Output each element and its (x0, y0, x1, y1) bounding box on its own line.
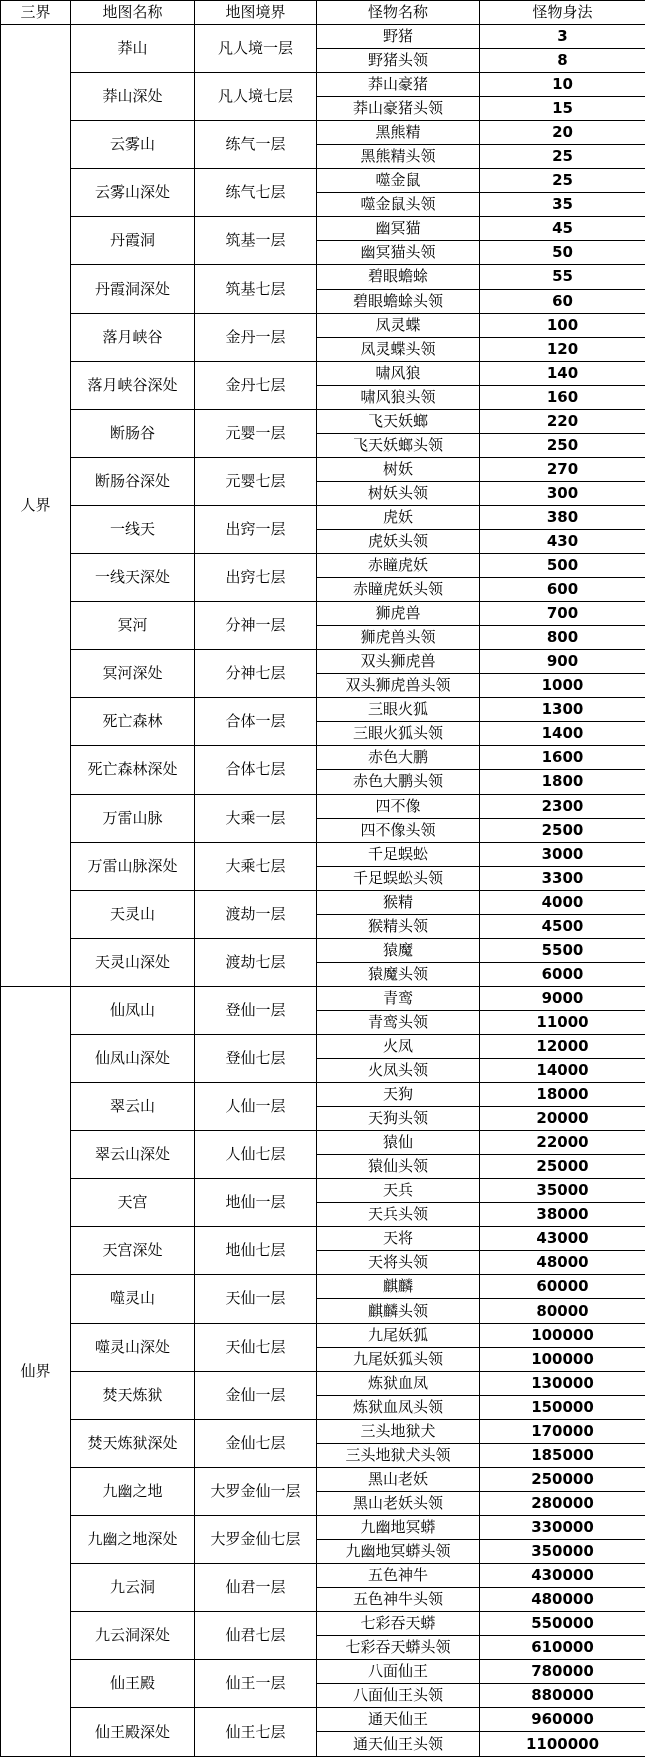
table-row (1, 1275, 645, 1299)
monster-name-cell: 噬金鼠 (317, 169, 480, 193)
map-name-cell: 死亡森林 (71, 698, 195, 746)
table-row (1, 1179, 645, 1203)
monster-agility-cell: 10 (480, 73, 645, 97)
map-name-cell: 天宫 (71, 1179, 195, 1227)
header-realm: 三界 (1, 1, 71, 25)
monster-name-cell: 黑山老妖头领 (317, 1491, 480, 1515)
table-row (1, 794, 645, 818)
monster-name-cell: 三眼火狐 (317, 698, 480, 722)
map-state-cell: 合体一层 (195, 698, 317, 746)
monster-agility-cell: 11000 (480, 1010, 645, 1034)
table-row (1, 361, 645, 385)
monster-agility-cell: 3000 (480, 842, 645, 866)
monster-name-cell: 五色神牛头领 (317, 1588, 480, 1612)
map-state-cell: 天仙一层 (195, 1275, 317, 1323)
monster-agility-cell: 15 (480, 97, 645, 121)
monster-agility-cell: 170000 (480, 1419, 645, 1443)
map-name-cell: 翠云山 (71, 1083, 195, 1131)
table-row (1, 505, 645, 529)
table-row (1, 602, 645, 626)
map-name-cell: 落月峡谷深处 (71, 361, 195, 409)
monster-name-cell: 碧眼蟾蜍头领 (317, 289, 480, 313)
monster-name-cell: 树妖头领 (317, 481, 480, 505)
map-state-cell: 分神七层 (195, 650, 317, 698)
map-state-cell: 凡人境一层 (195, 25, 317, 73)
table-row (1, 938, 645, 962)
monster-name-cell: 野猪 (317, 25, 480, 49)
monster-agility-cell: 14000 (480, 1059, 645, 1083)
map-name-cell: 落月峡谷 (71, 313, 195, 361)
monster-name-cell: 黑山老妖 (317, 1467, 480, 1491)
monster-agility-cell: 220 (480, 409, 645, 433)
monster-agility-cell: 1600 (480, 746, 645, 770)
monster-agility-cell: 25 (480, 169, 645, 193)
monster-name-cell: 七彩吞天蟒 (317, 1612, 480, 1636)
map-state-cell: 元婴一层 (195, 409, 317, 457)
map-name-cell: 天宫深处 (71, 1227, 195, 1275)
monster-name-cell: 九尾妖狐 (317, 1323, 480, 1347)
monster-name-cell: 九尾妖狐头领 (317, 1347, 480, 1371)
monster-agility-cell: 60 (480, 289, 645, 313)
map-name-cell: 九幽之地 (71, 1467, 195, 1515)
table-row (1, 650, 645, 674)
table-row (1, 554, 645, 578)
map-state-cell: 地仙七层 (195, 1227, 317, 1275)
monster-name-cell: 三眼火狐头领 (317, 722, 480, 746)
monster-agility-cell: 300 (480, 481, 645, 505)
map-name-cell: 焚天炼狱 (71, 1371, 195, 1419)
table-row (1, 1131, 645, 1155)
monster-agility-cell: 35000 (480, 1179, 645, 1203)
map-state-cell: 仙王七层 (195, 1708, 317, 1757)
monster-name-cell: 猴精头领 (317, 914, 480, 938)
monster-name-cell: 四不像头领 (317, 818, 480, 842)
map-state-cell: 金丹七层 (195, 361, 317, 409)
map-state-cell: 大乘七层 (195, 842, 317, 890)
map-name-cell: 噬灵山 (71, 1275, 195, 1323)
header-map-state: 地图境界 (195, 1, 317, 25)
map-state-cell: 地仙一层 (195, 1179, 317, 1227)
table-row (1, 1564, 645, 1588)
monster-agility-cell: 80000 (480, 1299, 645, 1323)
monster-name-cell: 黑熊精 (317, 121, 480, 145)
monster-name-cell: 凤灵蝶 (317, 313, 480, 337)
map-state-cell: 金仙一层 (195, 1371, 317, 1419)
table-row (1, 409, 645, 433)
monster-agility-cell: 3 (480, 25, 645, 49)
monster-agility-cell: 100 (480, 313, 645, 337)
map-name-cell: 一线天 (71, 505, 195, 553)
monster-name-cell: 天将头领 (317, 1251, 480, 1275)
table-row (1, 1660, 645, 1684)
table-row (1, 169, 645, 193)
monster-agility-cell: 380 (480, 505, 645, 529)
monster-agility-cell: 800 (480, 626, 645, 650)
map-state-cell: 金仙七层 (195, 1419, 317, 1467)
map-state-cell: 合体七层 (195, 746, 317, 794)
map-state-cell: 大乘一层 (195, 794, 317, 842)
monster-agility-cell: 330000 (480, 1515, 645, 1539)
monster-name-cell: 天狗 (317, 1083, 480, 1107)
table-row (1, 1371, 645, 1395)
map-name-cell: 断肠谷 (71, 409, 195, 457)
monster-name-cell: 通天仙王头领 (317, 1732, 480, 1757)
monster-name-cell: 猿魔 (317, 938, 480, 962)
map-name-cell: 云雾山深处 (71, 169, 195, 217)
table-row (1, 986, 645, 1010)
table-row (1, 1708, 645, 1732)
monster-name-cell: 炼狱血凤头领 (317, 1395, 480, 1419)
monster-name-cell: 通天仙王 (317, 1708, 480, 1732)
monster-agility-cell: 22000 (480, 1131, 645, 1155)
monster-agility-cell: 700 (480, 602, 645, 626)
table-row (1, 1034, 645, 1058)
map-name-cell: 仙凤山深处 (71, 1034, 195, 1082)
monster-agility-cell: 480000 (480, 1588, 645, 1612)
monster-name-cell: 幽冥猫 (317, 217, 480, 241)
map-state-cell: 登仙七层 (195, 1034, 317, 1082)
monster-agility-cell: 18000 (480, 1083, 645, 1107)
table-row (1, 1467, 645, 1491)
map-state-cell: 仙君七层 (195, 1612, 317, 1660)
table-row (1, 121, 645, 145)
monster-agility-cell: 140 (480, 361, 645, 385)
map-name-cell: 丹霞洞 (71, 217, 195, 265)
monster-name-cell: 猴精 (317, 890, 480, 914)
monster-name-cell: 噬金鼠头领 (317, 193, 480, 217)
monster-name-cell: 青鸾 (317, 986, 480, 1010)
monster-name-cell: 青鸾头领 (317, 1010, 480, 1034)
table-body (1, 25, 645, 1757)
map-name-cell: 焚天炼狱深处 (71, 1419, 195, 1467)
monster-agility-cell: 35 (480, 193, 645, 217)
map-state-cell: 出窍七层 (195, 554, 317, 602)
map-state-cell: 人仙一层 (195, 1083, 317, 1131)
map-name-cell: 断肠谷深处 (71, 457, 195, 505)
monster-name-cell: 幽冥猫头领 (317, 241, 480, 265)
map-state-cell: 仙君一层 (195, 1564, 317, 1612)
map-state-cell: 渡劫一层 (195, 890, 317, 938)
table-row (1, 890, 645, 914)
map-name-cell: 一线天深处 (71, 554, 195, 602)
monster-name-cell: 火凤 (317, 1034, 480, 1058)
monster-name-cell: 狮虎兽头领 (317, 626, 480, 650)
monster-name-cell: 猿魔头领 (317, 962, 480, 986)
map-state-cell: 出窍一层 (195, 505, 317, 553)
monster-name-cell: 碧眼蟾蜍 (317, 265, 480, 289)
monster-name-cell: 天狗头领 (317, 1107, 480, 1131)
monster-name-cell: 七彩吞天蟒头领 (317, 1636, 480, 1660)
map-name-cell: 九幽之地深处 (71, 1515, 195, 1563)
monster-name-cell: 赤色大鹏头领 (317, 770, 480, 794)
monster-agility-cell: 6000 (480, 962, 645, 986)
map-state-cell: 筑基七层 (195, 265, 317, 313)
map-name-cell: 仙凤山 (71, 986, 195, 1034)
monster-name-cell: 天将 (317, 1227, 480, 1251)
header-map-name: 地图名称 (71, 1, 195, 25)
map-state-cell: 分神一层 (195, 602, 317, 650)
monster-agility-cell: 38000 (480, 1203, 645, 1227)
monster-agility-cell: 1300 (480, 698, 645, 722)
table-row (1, 1419, 645, 1443)
table-row (1, 73, 645, 97)
monster-name-cell: 啸风狼 (317, 361, 480, 385)
monster-name-cell: 飞天妖螂 (317, 409, 480, 433)
table-row (1, 1612, 645, 1636)
monster-agility-cell: 48000 (480, 1251, 645, 1275)
table-row (1, 25, 645, 49)
header-monster-agility: 怪物身法 (480, 1, 645, 25)
map-state-cell: 人仙七层 (195, 1131, 317, 1179)
monster-agility-cell: 1800 (480, 770, 645, 794)
map-name-cell: 天灵山深处 (71, 938, 195, 986)
monster-agility-cell: 550000 (480, 1612, 645, 1636)
map-name-cell: 九云洞 (71, 1564, 195, 1612)
monster-agility-cell: 55 (480, 265, 645, 289)
table-row (1, 698, 645, 722)
monster-name-cell: 五色神牛 (317, 1564, 480, 1588)
monster-name-cell: 虎妖头领 (317, 529, 480, 553)
table-row (1, 1515, 645, 1539)
monster-agility-cell: 430 (480, 529, 645, 553)
table-row (1, 265, 645, 289)
map-name-cell: 噬灵山深处 (71, 1323, 195, 1371)
map-state-cell: 练气七层 (195, 169, 317, 217)
monster-name-cell: 啸风狼头领 (317, 385, 480, 409)
monster-agility-cell: 270 (480, 457, 645, 481)
monster-name-cell: 麒麟 (317, 1275, 480, 1299)
monster-agility-cell: 610000 (480, 1636, 645, 1660)
monster-name-cell: 赤色大鹏 (317, 746, 480, 770)
monster-agility-cell: 50 (480, 241, 645, 265)
map-name-cell: 天灵山 (71, 890, 195, 938)
header-row (1, 1, 645, 25)
monster-name-cell: 莽山豪猪 (317, 73, 480, 97)
monster-name-cell: 虎妖 (317, 505, 480, 529)
monster-name-cell: 三头地狱犬 (317, 1419, 480, 1443)
monster-agility-cell: 20000 (480, 1107, 645, 1131)
map-name-cell: 死亡森林深处 (71, 746, 195, 794)
map-name-cell: 丹霞洞深处 (71, 265, 195, 313)
table-row (1, 1227, 645, 1251)
realm-cell: 人界 (1, 25, 71, 987)
monster-agility-cell: 60000 (480, 1275, 645, 1299)
monster-agility-cell: 1100000 (480, 1732, 645, 1757)
monster-agility-cell: 4500 (480, 914, 645, 938)
map-state-cell: 天仙七层 (195, 1323, 317, 1371)
monster-name-cell: 双头狮虎兽头领 (317, 674, 480, 698)
map-state-cell: 大罗金仙七层 (195, 1515, 317, 1563)
map-state-cell: 筑基一层 (195, 217, 317, 265)
monster-agility-cell: 20 (480, 121, 645, 145)
monster-name-cell: 赤瞳虎妖头领 (317, 578, 480, 602)
monster-name-cell: 千足蜈蚣头领 (317, 866, 480, 890)
monster-agility-cell: 960000 (480, 1708, 645, 1732)
monster-name-cell: 飞天妖螂头领 (317, 433, 480, 457)
monster-name-cell: 莽山豪猪头领 (317, 97, 480, 121)
monster-name-cell: 八面仙王头领 (317, 1684, 480, 1708)
table-row (1, 217, 645, 241)
monster-name-cell: 猿仙 (317, 1131, 480, 1155)
realm-cell: 仙界 (1, 986, 71, 1756)
monster-agility-cell: 100000 (480, 1323, 645, 1347)
monster-agility-cell: 9000 (480, 986, 645, 1010)
map-state-cell: 元婴七层 (195, 457, 317, 505)
monster-agility-cell: 130000 (480, 1371, 645, 1395)
monster-agility-cell: 5500 (480, 938, 645, 962)
monster-name-cell: 猿仙头领 (317, 1155, 480, 1179)
map-name-cell: 仙王殿深处 (71, 1708, 195, 1757)
monster-agility-cell: 2500 (480, 818, 645, 842)
monster-name-cell: 火凤头领 (317, 1059, 480, 1083)
map-state-cell: 凡人境七层 (195, 73, 317, 121)
monster-agility-cell: 880000 (480, 1684, 645, 1708)
map-name-cell: 云雾山 (71, 121, 195, 169)
monster-name-cell: 炼狱血凤 (317, 1371, 480, 1395)
monster-name-cell: 双头狮虎兽 (317, 650, 480, 674)
map-state-cell: 渡劫七层 (195, 938, 317, 986)
monster-agility-cell: 1400 (480, 722, 645, 746)
map-name-cell: 仙王殿 (71, 1660, 195, 1708)
map-name-cell: 冥河 (71, 602, 195, 650)
map-state-cell: 大罗金仙一层 (195, 1467, 317, 1515)
monster-agility-cell: 350000 (480, 1539, 645, 1563)
table-row (1, 313, 645, 337)
monster-agility-cell: 25 (480, 145, 645, 169)
monster-name-cell: 八面仙王 (317, 1660, 480, 1684)
map-name-cell: 万雷山脉 (71, 794, 195, 842)
monster-name-cell: 赤瞳虎妖 (317, 554, 480, 578)
monster-name-cell: 树妖 (317, 457, 480, 481)
monster-agility-cell: 900 (480, 650, 645, 674)
monster-agility-cell: 45 (480, 217, 645, 241)
monster-name-cell: 三头地狱犬头领 (317, 1443, 480, 1467)
map-name-cell: 翠云山深处 (71, 1131, 195, 1179)
monster-name-cell: 九幽地冥蟒 (317, 1515, 480, 1539)
map-state-cell: 金丹一层 (195, 313, 317, 361)
monster-agility-cell: 100000 (480, 1347, 645, 1371)
monster-agility-cell: 500 (480, 554, 645, 578)
monster-agility-cell: 120 (480, 337, 645, 361)
monster-agility-cell: 160 (480, 385, 645, 409)
table-row (1, 1083, 645, 1107)
monster-agility-cell: 8 (480, 49, 645, 73)
monster-name-cell: 麒麟头领 (317, 1299, 480, 1323)
monster-agility-cell: 2300 (480, 794, 645, 818)
map-name-cell: 万雷山脉深处 (71, 842, 195, 890)
monster-agility-cell: 780000 (480, 1660, 645, 1684)
monster-agility-cell: 150000 (480, 1395, 645, 1419)
monster-agility-cell: 600 (480, 578, 645, 602)
table-row (1, 1323, 645, 1347)
map-state-cell: 仙王一层 (195, 1660, 317, 1708)
map-name-cell: 莽山 (71, 25, 195, 73)
monster-name-cell: 野猪头领 (317, 49, 480, 73)
monster-name-cell: 凤灵蝶头领 (317, 337, 480, 361)
monster-agility-cell: 250000 (480, 1467, 645, 1491)
map-name-cell: 莽山深处 (71, 73, 195, 121)
monster-name-cell: 狮虎兽 (317, 602, 480, 626)
monster-name-cell: 天兵头领 (317, 1203, 480, 1227)
map-state-cell: 登仙一层 (195, 986, 317, 1034)
map-state-cell: 练气一层 (195, 121, 317, 169)
monster-agility-cell: 185000 (480, 1443, 645, 1467)
table-row (1, 457, 645, 481)
monster-agility-cell: 4000 (480, 890, 645, 914)
monster-agility-cell: 280000 (480, 1491, 645, 1515)
monster-name-cell: 千足蜈蚣 (317, 842, 480, 866)
monster-name-cell: 天兵 (317, 1179, 480, 1203)
monster-name-cell: 黑熊精头领 (317, 145, 480, 169)
map-name-cell: 九云洞深处 (71, 1612, 195, 1660)
map-name-cell: 冥河深处 (71, 650, 195, 698)
monster-agility-cell: 1000 (480, 674, 645, 698)
table-row (1, 842, 645, 866)
monster-agility-cell: 25000 (480, 1155, 645, 1179)
table-row (1, 746, 645, 770)
monster-agility-cell: 250 (480, 433, 645, 457)
monster-name-cell: 四不像 (317, 794, 480, 818)
header-monster-name: 怪物名称 (317, 1, 480, 25)
monster-agility-cell: 430000 (480, 1564, 645, 1588)
monster-name-cell: 九幽地冥蟒头领 (317, 1539, 480, 1563)
monster-agility-cell: 3300 (480, 866, 645, 890)
monster-agility-cell: 43000 (480, 1227, 645, 1251)
monster-agility-cell: 12000 (480, 1034, 645, 1058)
